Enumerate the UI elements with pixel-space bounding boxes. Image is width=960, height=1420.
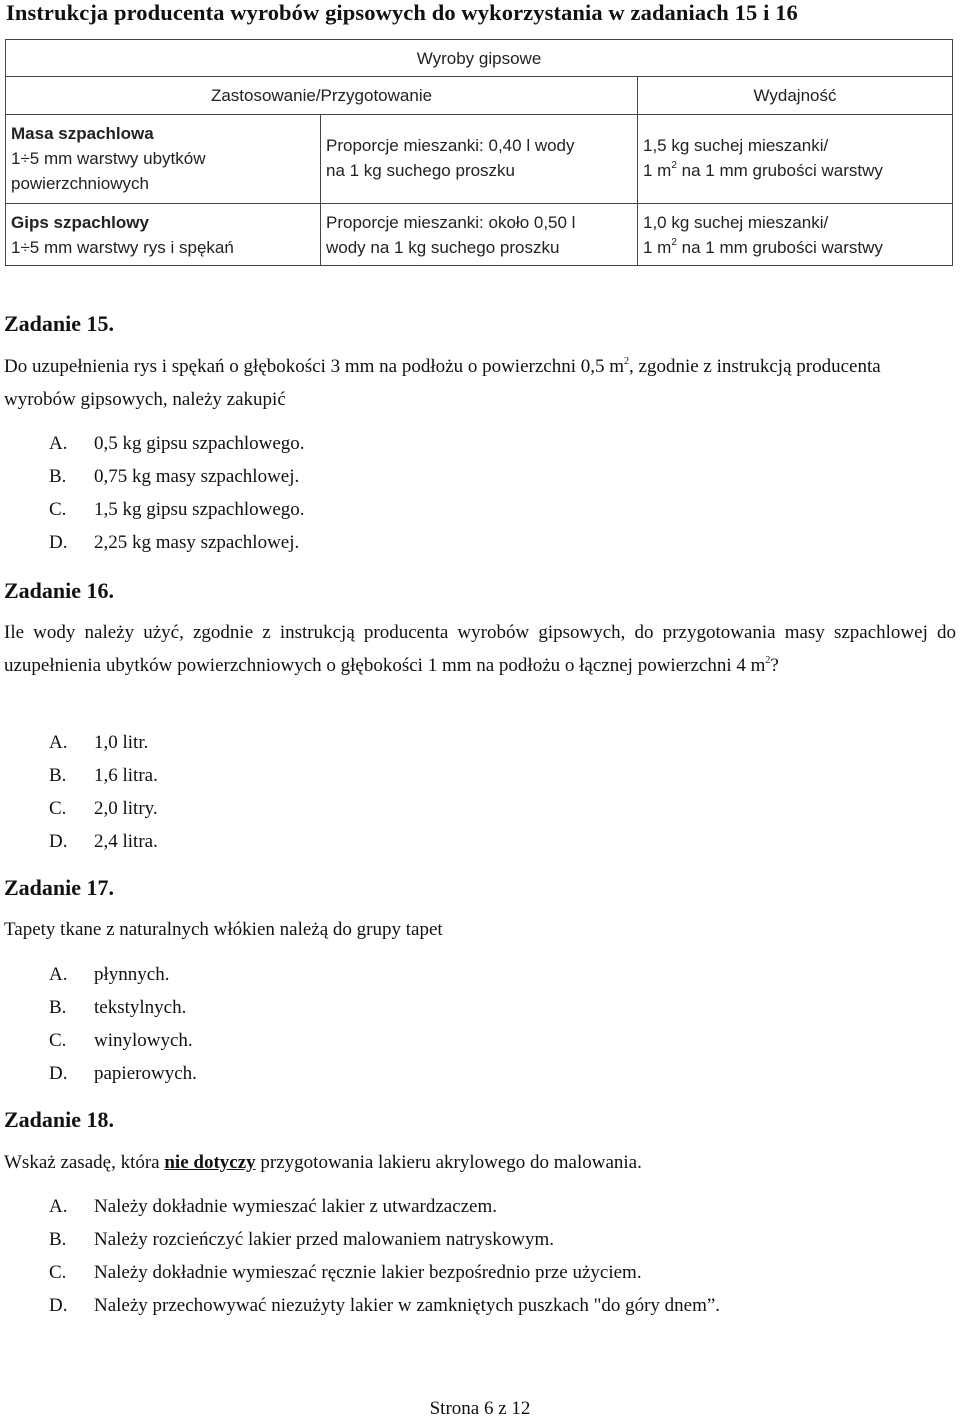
question-18-text-b: przygotowania lakieru akrylowego do malowania. bbox=[255, 1152, 642, 1173]
question-16-heading: Zadanie 16. bbox=[4, 578, 115, 603]
answer-letter: C. bbox=[49, 1262, 67, 1283]
answer-option[interactable] bbox=[49, 1289, 720, 1322]
answer-option[interactable] bbox=[49, 1190, 720, 1223]
product-desc: 1÷5 mm warstwy rys i spękań bbox=[11, 238, 234, 257]
answer-option[interactable] bbox=[49, 1256, 720, 1289]
question-18-answers bbox=[49, 1190, 720, 1322]
answer-option[interactable] bbox=[49, 759, 158, 792]
product-name: Masa szpachlowa bbox=[11, 124, 154, 143]
table-row bbox=[6, 115, 953, 204]
prep-line: Proporcje mieszanki: 0,40 l wody bbox=[326, 136, 575, 155]
question-15-superscript: 2 bbox=[624, 355, 630, 367]
answer-letter: D. bbox=[49, 1295, 68, 1316]
table-header-col2 bbox=[638, 77, 953, 115]
yield-superscript: 2 bbox=[671, 237, 677, 249]
answer-option[interactable] bbox=[49, 991, 197, 1024]
prep-cell bbox=[321, 115, 638, 204]
yield-unit: 1 m bbox=[643, 161, 672, 180]
product-desc: 1÷5 mm warstwy ubytków bbox=[11, 149, 206, 168]
yield-line bbox=[643, 235, 947, 260]
answer-letter: B. bbox=[49, 765, 67, 786]
product-desc: powierzchniowych bbox=[11, 174, 149, 193]
product-cell bbox=[6, 115, 321, 204]
prep-line: na 1 kg suchego proszku bbox=[326, 161, 516, 180]
question-16-text-b: ? bbox=[770, 655, 779, 676]
answer-text: Należy dokładnie wymieszać ręcznie lakier bezpośrednio prze użyciem. bbox=[94, 1262, 642, 1283]
yield-line: 1,5 kg suchej mieszanki/ bbox=[643, 136, 829, 155]
product-instruction-table bbox=[5, 39, 953, 266]
answer-text: 1,0 litr. bbox=[94, 732, 149, 753]
question-16-text-a: Ile wody należy użyć, zgodnie z instrukcją producenta wyrobów gipsowych, do przygotowania masy szpachlowej do uzupełnienia ubytków powierzchniowych o głębokości 1 mm na podłożu o łącznej powierzchni 4 m bbox=[4, 622, 956, 676]
answer-text: winylowych. bbox=[94, 1030, 193, 1051]
answer-letter: D. bbox=[49, 532, 68, 553]
yield-line bbox=[643, 158, 947, 183]
answer-option[interactable] bbox=[49, 792, 158, 825]
answer-text: Należy rozcieńczyć lakier przed malowaniem natryskowym. bbox=[94, 1229, 555, 1250]
yield-cell bbox=[638, 204, 953, 266]
question-17-answers bbox=[49, 958, 197, 1090]
answer-text: papierowych. bbox=[94, 1063, 197, 1084]
question-18-heading: Zadanie 18. bbox=[4, 1107, 115, 1132]
question-15-text-a: Do uzupełnienia rys i spękań o głębokości 3 mm na podłożu o powierzchni 0,5 m bbox=[4, 356, 625, 377]
answer-text: tekstylnych. bbox=[94, 997, 187, 1018]
answer-text: 2,0 litry. bbox=[94, 798, 158, 819]
yield-cell bbox=[638, 115, 953, 204]
question-16-text bbox=[4, 616, 956, 682]
question-18-text-a: Wskaż zasadę, która bbox=[4, 1152, 165, 1173]
answer-letter: C. bbox=[49, 499, 67, 520]
question-17-heading: Zadanie 17. bbox=[4, 875, 115, 900]
yield-line: 1,0 kg suchej mieszanki/ bbox=[643, 213, 829, 232]
yield-unit: 1 m bbox=[643, 238, 672, 257]
header-main-label: Wyroby gipsowe bbox=[416, 48, 542, 68]
header-col2-label: Wydajność bbox=[753, 86, 837, 105]
answer-letter: B. bbox=[49, 466, 67, 487]
header-col1-label: Zastosowanie/Przygotowanie bbox=[210, 86, 433, 105]
answer-text: 1,5 kg gipsu szpachlowego. bbox=[94, 499, 305, 520]
question-15-text-b: , zgodnie z instrukcją producenta wyrobów gipsowych, należy zakupić bbox=[4, 356, 881, 410]
answer-text: 0,75 kg masy szpachlowej. bbox=[94, 466, 300, 487]
table-header-main bbox=[6, 40, 953, 77]
answer-letter: C. bbox=[49, 798, 67, 819]
answer-letter: B. bbox=[49, 1229, 67, 1250]
prep-line: Proporcje mieszanki: około 0,50 l bbox=[326, 213, 576, 232]
question-16-superscript: 2 bbox=[765, 654, 771, 666]
prep-line: wody na 1 kg suchego proszku bbox=[326, 238, 560, 257]
product-cell bbox=[6, 204, 321, 266]
answer-option[interactable] bbox=[49, 1024, 197, 1057]
answer-letter: B. bbox=[49, 997, 67, 1018]
yield-rest: na 1 mm grubości warstwy bbox=[676, 238, 883, 257]
question-18-text bbox=[4, 1146, 956, 1179]
answer-letter: D. bbox=[49, 831, 68, 852]
answer-letter: A. bbox=[49, 1196, 68, 1217]
page-number: Strona 6 z 12 bbox=[429, 1398, 531, 1419]
answer-text: 2,4 litra. bbox=[94, 831, 158, 852]
answer-text: Należy dokładnie wymieszać lakier z utwardzaczem. bbox=[94, 1196, 498, 1217]
answer-option[interactable] bbox=[49, 460, 305, 493]
document-title: Instrukcja producenta wyrobów gipsowych do wykorzystania w zadaniach 15 i 16 bbox=[6, 0, 798, 25]
answer-option[interactable] bbox=[49, 958, 197, 991]
answer-option[interactable] bbox=[49, 1057, 197, 1090]
answer-text: 0,5 kg gipsu szpachlowego. bbox=[94, 433, 305, 454]
answer-letter: A. bbox=[49, 433, 68, 454]
answer-option[interactable] bbox=[49, 427, 305, 460]
answer-option[interactable] bbox=[49, 825, 158, 858]
table-header-row bbox=[6, 40, 953, 77]
answer-text: Należy przechowywać niezużyty lakier w zamkniętych puszkach "do góry dnem”. bbox=[94, 1295, 721, 1316]
question-15-answers bbox=[49, 427, 305, 559]
answer-letter: D. bbox=[49, 1063, 68, 1084]
answer-letter: A. bbox=[49, 964, 68, 985]
yield-rest: na 1 mm grubości warstwy bbox=[676, 161, 883, 180]
product-name: Gips szpachlowy bbox=[11, 213, 149, 232]
answer-text: płynnych. bbox=[94, 964, 170, 985]
answer-text: 2,25 kg masy szpachlowej. bbox=[94, 532, 300, 553]
answer-option[interactable] bbox=[49, 1223, 720, 1256]
table-header-col1 bbox=[6, 77, 638, 115]
yield-superscript: 2 bbox=[671, 160, 677, 172]
question-18-emphasis: nie dotyczy bbox=[164, 1152, 256, 1173]
question-15-text bbox=[4, 350, 956, 416]
answer-letter: C. bbox=[49, 1030, 67, 1051]
question-15-heading: Zadanie 15. bbox=[4, 311, 115, 336]
answer-letter: A. bbox=[49, 732, 68, 753]
question-16-answers bbox=[49, 726, 158, 858]
answer-option[interactable] bbox=[49, 493, 305, 526]
table-row bbox=[6, 204, 953, 266]
answer-option[interactable] bbox=[49, 526, 305, 559]
question-17-text: Tapety tkane z naturalnych włókien należą do grupy tapet bbox=[4, 919, 443, 940]
answer-option[interactable] bbox=[49, 726, 158, 759]
table-subheader-row bbox=[6, 77, 953, 115]
prep-cell bbox=[321, 204, 638, 266]
answer-text: 1,6 litra. bbox=[94, 765, 158, 786]
